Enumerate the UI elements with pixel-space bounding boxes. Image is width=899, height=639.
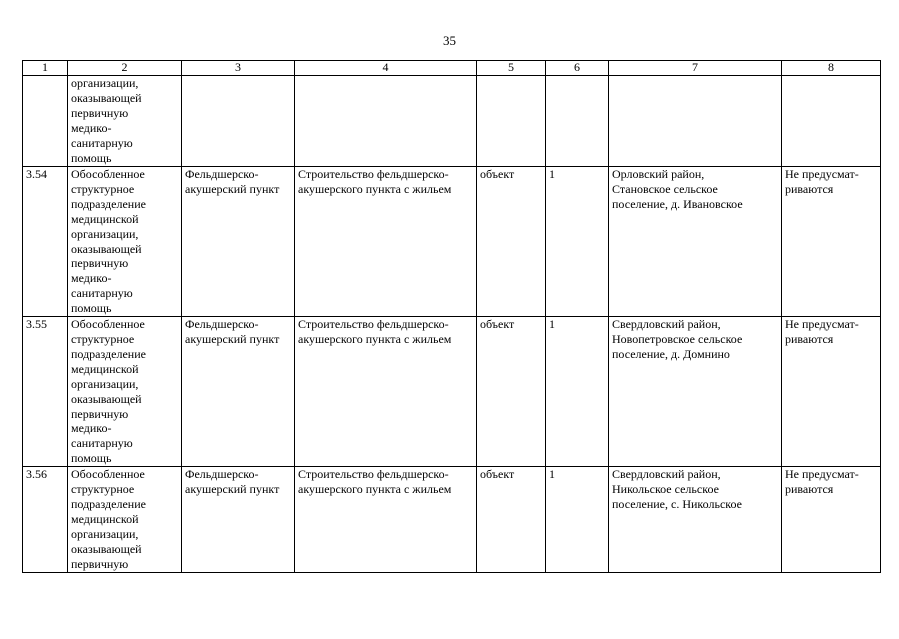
cell-text-line: помощь <box>71 150 112 165</box>
cell-text-line: акушерского пункта с жильем <box>298 331 452 346</box>
cell-number <box>23 76 68 167</box>
cell-object-name <box>182 167 295 317</box>
cell-number: 3.54 <box>23 167 68 317</box>
cell-text-line: санитарную <box>71 436 133 451</box>
column-number: 2 <box>68 61 182 76</box>
cell-text-line: Строительство фельдшерско- <box>298 167 449 181</box>
cell-text-line: риваются <box>785 482 834 497</box>
cell-text-line: организации, <box>71 226 139 241</box>
cell-text-line: Свердловский район, <box>612 317 721 332</box>
cell-text-line: помощь <box>71 301 112 316</box>
page-number: 35 <box>443 33 456 48</box>
cell-text-line: структурное <box>71 331 135 346</box>
cell-text-line: оказывающей <box>71 541 142 556</box>
cell-text-line: оказывающей <box>71 391 142 406</box>
cell-text-line: Не предусмат- <box>785 467 859 482</box>
cell-text-line: медико- <box>71 120 112 135</box>
cell-zones <box>782 76 881 167</box>
column-number: 1 <box>23 61 68 76</box>
cell-text-line: Не предусмат- <box>785 317 859 332</box>
column-number: 6 <box>546 61 609 76</box>
cell-text-line: первичную <box>71 556 129 571</box>
cell-text-line: подразделение <box>71 196 146 211</box>
cell-zones <box>782 467 881 573</box>
cell-zones <box>782 167 881 317</box>
cell-location <box>609 467 782 573</box>
cell-text-line: поселение, с. Никольское <box>612 496 742 511</box>
cell-text-line: медико- <box>71 271 112 286</box>
cell-text-line: Обособленное <box>71 167 145 181</box>
cell-object-name <box>182 76 295 167</box>
cell-text-line: акушерский пункт <box>185 181 280 196</box>
cell-quantity: 1 <box>546 317 609 467</box>
cell-text-line: организации, <box>71 526 139 541</box>
cell-quantity: 1 <box>546 167 609 317</box>
cell-text-line: Фельдшерско- <box>185 167 259 181</box>
column-number: 3 <box>182 61 295 76</box>
cell-text-line: подразделение <box>71 496 146 511</box>
cell-text-line: поселение, д. Ивановское <box>612 196 743 211</box>
cell-unit <box>477 76 546 167</box>
cell-text-line: медицинской <box>71 511 139 526</box>
cell-quantity: 1 <box>546 467 609 573</box>
cell-location <box>609 167 782 317</box>
cell-text-line: оказывающей <box>71 90 142 105</box>
cell-measure <box>295 167 477 317</box>
cell-text-line: акушерского пункта с жильем <box>298 181 452 196</box>
cell-text-line: риваются <box>785 181 834 196</box>
cell-unit: объект <box>477 317 546 467</box>
cell-text-line: Не предусмат- <box>785 167 859 181</box>
cell-object-type <box>68 76 182 167</box>
cell-text-line: акушерский пункт <box>185 331 280 346</box>
cell-text-line: риваются <box>785 331 834 346</box>
cell-text-line: первичную <box>71 105 129 120</box>
column-number: 7 <box>609 61 782 76</box>
continuation-row <box>23 76 881 167</box>
cell-text-line: Строительство фельдшерско- <box>298 467 449 482</box>
cell-text-line: первичную <box>71 256 129 271</box>
cell-object-name <box>182 467 295 573</box>
cell-text-line: акушерского пункта с жильем <box>298 482 452 497</box>
cell-text-line: Орловский район, <box>612 167 705 181</box>
cell-location <box>609 76 782 167</box>
cell-text-line: Фельдшерско- <box>185 317 259 332</box>
cell-text-line: организации, <box>71 376 139 391</box>
cell-text-line: оказывающей <box>71 241 142 256</box>
column-number: 8 <box>782 61 881 76</box>
column-number: 5 <box>477 61 546 76</box>
cell-measure <box>295 317 477 467</box>
cell-text-line: помощь <box>71 451 112 466</box>
cell-text-line: акушерский пункт <box>185 482 280 497</box>
table-row <box>23 167 881 317</box>
cell-text-line: подразделение <box>71 346 146 361</box>
cell-text-line: первичную <box>71 406 129 421</box>
cell-text-line: Строительство фельдшерско- <box>298 317 449 332</box>
cell-object-type <box>68 467 182 573</box>
column-number: 4 <box>295 61 477 76</box>
cell-location <box>609 317 782 467</box>
cell-text-line: поселение, д. Домнино <box>612 346 730 361</box>
cell-text-line: Обособленное <box>71 467 145 482</box>
cell-text-line: структурное <box>71 482 135 497</box>
cell-object-type <box>68 317 182 467</box>
cell-unit: объект <box>477 167 546 317</box>
cell-quantity <box>546 76 609 167</box>
cell-text-line: Свердловский район, <box>612 467 721 482</box>
cell-text-line: Становское сельское <box>612 181 718 196</box>
table-row <box>23 317 881 467</box>
cell-text-line: санитарную <box>71 135 133 150</box>
cell-text-line: санитарную <box>71 286 133 301</box>
cell-text-line: Фельдшерско- <box>185 467 259 482</box>
table-row <box>23 467 881 573</box>
cell-object-name <box>182 317 295 467</box>
column-number-row <box>23 61 881 76</box>
cell-text-line: организации, <box>71 76 139 90</box>
cell-zones <box>782 317 881 467</box>
cell-number: 3.55 <box>23 317 68 467</box>
cell-text-line: медицинской <box>71 211 139 226</box>
cell-text-line: медико- <box>71 421 112 436</box>
objects-table <box>22 60 881 573</box>
cell-text-line: Обособленное <box>71 317 145 332</box>
cell-number: 3.56 <box>23 467 68 573</box>
cell-measure <box>295 467 477 573</box>
cell-text-line: медицинской <box>71 361 139 376</box>
cell-text-line: Никольское сельское <box>612 482 719 497</box>
cell-measure <box>295 76 477 167</box>
cell-unit: объект <box>477 467 546 573</box>
cell-object-type <box>68 167 182 317</box>
cell-text-line: структурное <box>71 181 135 196</box>
cell-text-line: Новопетровское сельское <box>612 331 743 346</box>
